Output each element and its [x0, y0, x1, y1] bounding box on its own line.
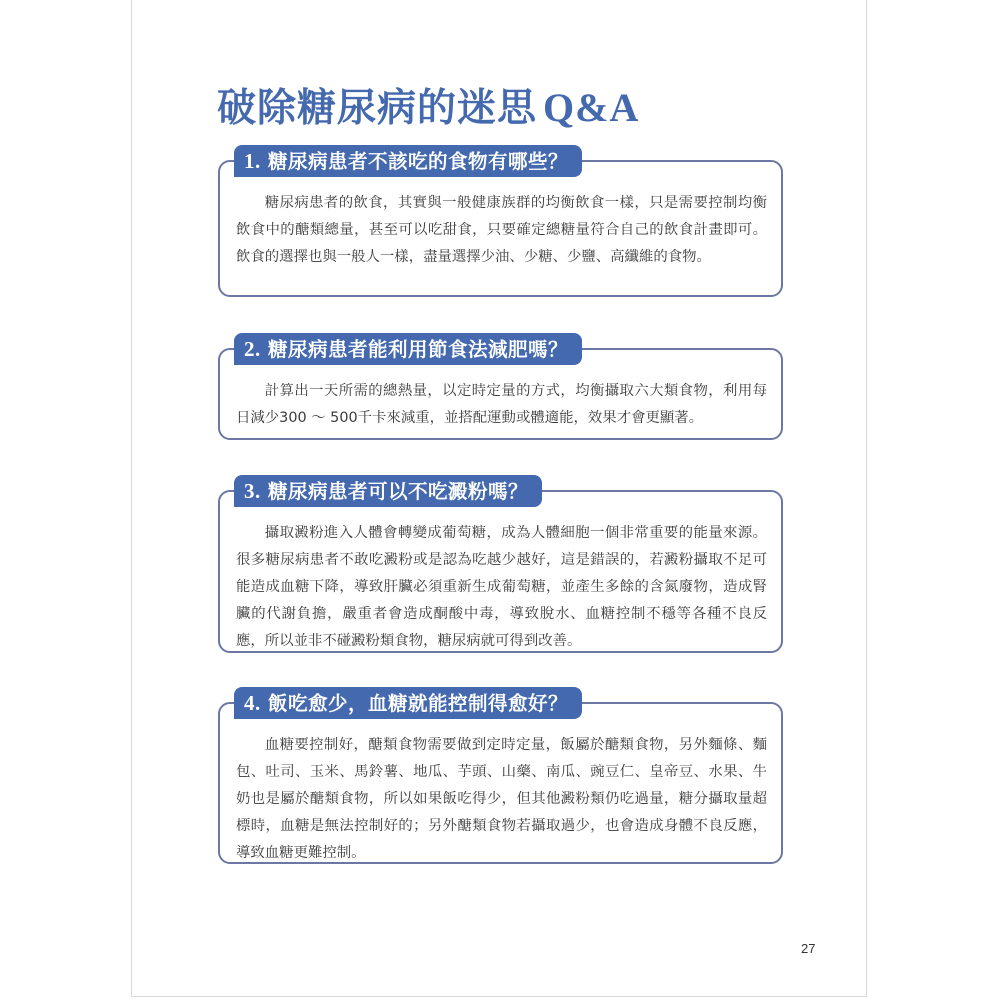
- answer-text-1: 糖尿病患者的飲食，其實與一般健康族群的均衡飲食一樣，只是需要控制均衡飲食中的醣類總量，甚至可以吃甜食，只要確定總糖量符合自己的飲食計畫即可。飲食的選擇也與一般人一樣，盡量選擇少油、少糖、少鹽、高纖維的食物。: [236, 195, 767, 265]
- question-number: 3.: [244, 479, 261, 503]
- answer-text-3: 攝取澱粉進入人體會轉變成葡萄糖，成為人體細胞一個非常重要的能量來源。很多糖尿病患者不敢吃澱粉或是認為吃越少越好，這是錯誤的，若澱粉攝取不足可能造成血糖下降，導致肝臟必須重新生成葡萄糖，並產生多餘的含氮廢物，造成腎臟的代謝負擔，嚴重者會造成酮酸中毒，導致脫水、血糖控制不穩等各種不良反應，所以並非不碰澱粉類食物，糖尿病就可得到改善。: [236, 525, 767, 649]
- question-label-2: [234, 333, 582, 365]
- question-label-4: [234, 687, 582, 719]
- question-number: 2.: [244, 337, 261, 361]
- qa-box-3: [218, 479, 783, 653]
- answer-text-4: 血糖要控制好，醣類食物需要做到定時定量，飯屬於醣類食物，另外麵條、麵包、吐司、玉米、馬鈴薯、地瓜、芋頭、山藥、南瓜、豌豆仁、皇帝豆、水果、牛奶也是屬於醣類食物，所以如果飯吃得少，但其他澱粉類仍吃過量，糖分攝取量超標時，血糖是無法控制好的；另外醣類食物若攝取過少，也會造成身體不良反應，導致血糖更難控制。: [236, 737, 767, 861]
- page-title-main: 破除糖尿病的迷思: [217, 86, 538, 131]
- question-text: 糖尿病患者不該吃的食物有哪些？: [268, 150, 569, 173]
- question-label-3: [234, 475, 542, 507]
- page-title-qa: Q&A: [543, 85, 640, 130]
- question-number: 4.: [244, 691, 261, 715]
- question-number: 1.: [244, 149, 261, 173]
- qa-box-1: [218, 149, 783, 297]
- qa-box-2: [218, 337, 783, 440]
- question-text: 糖尿病患者可以不吃澱粉嗎？: [268, 480, 529, 503]
- question-text: 糖尿病患者能利用節食法減肥嗎？: [268, 338, 569, 361]
- qa-box-4: [218, 691, 783, 864]
- answer-text-2: 計算出一天所需的總熱量，以定時定量的方式，均衡攝取六大類食物，利用每日減少300 ～ 500千卡來減重，並搭配運動或體適能，效果才會更顯著。: [236, 383, 767, 426]
- page-number: 27: [801, 941, 816, 956]
- question-label-1: [234, 145, 582, 177]
- question-text: 飯吃愈少，血糖就能控制得愈好？: [268, 692, 569, 715]
- page-title: [217, 84, 639, 133]
